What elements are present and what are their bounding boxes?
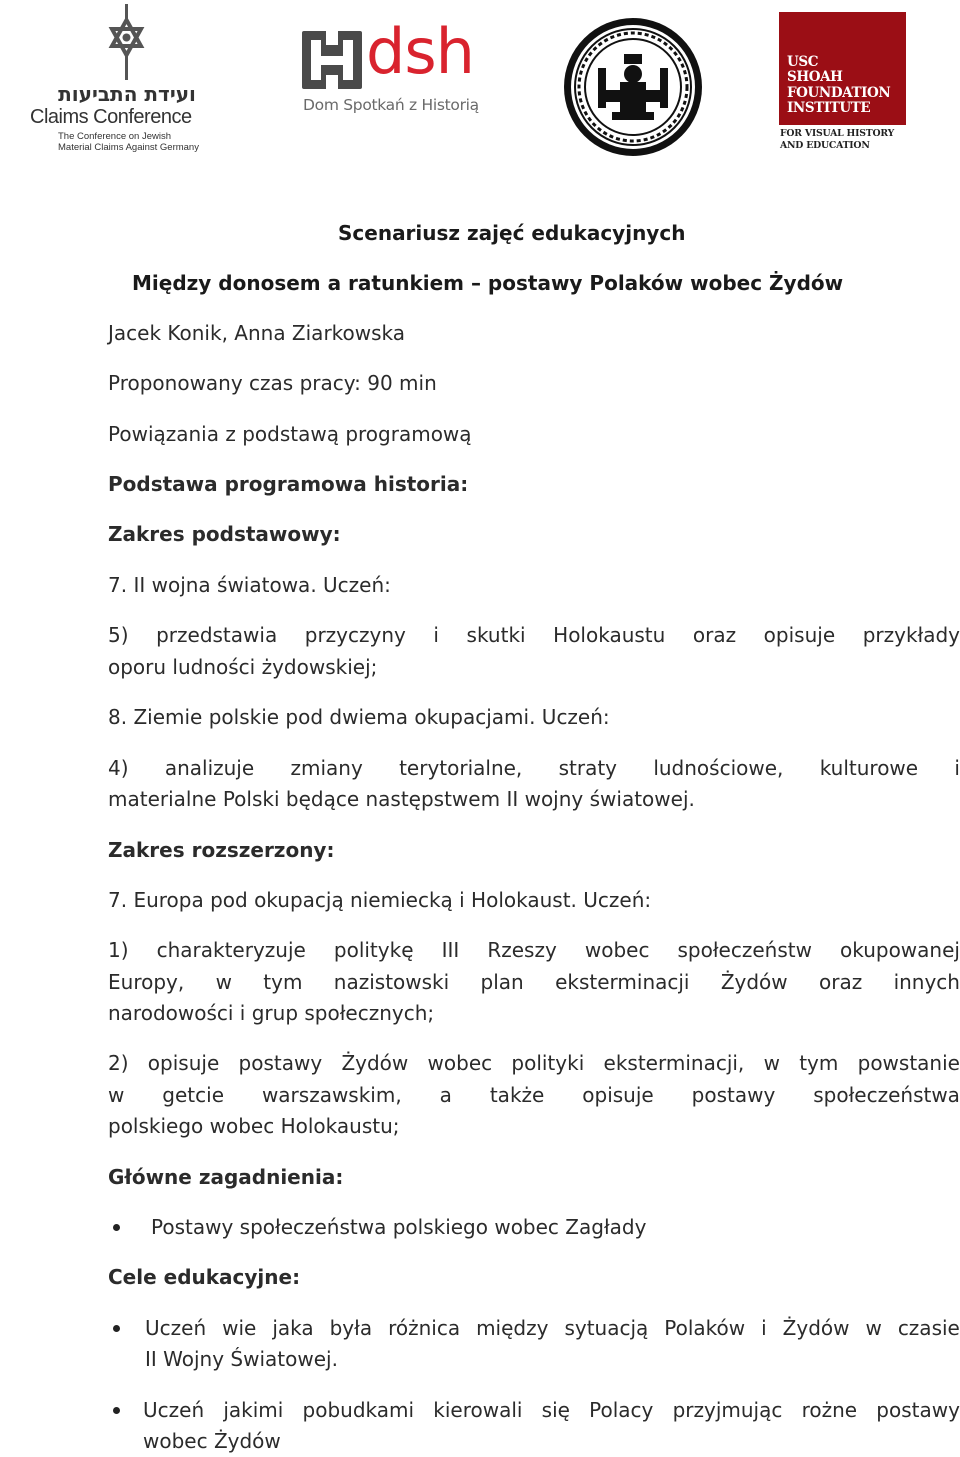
word: społeczeństw (677, 938, 812, 962)
usc-line: SHOAH (787, 69, 843, 85)
word: przykłady (862, 623, 960, 647)
word: sytuacją (564, 1316, 649, 1340)
word: różnica (388, 1316, 461, 1340)
word: pobudkami (302, 1398, 415, 1422)
word: rożne (801, 1398, 858, 1422)
word: Polacy (589, 1398, 654, 1422)
word: Uczeń (143, 1398, 205, 1422)
word: wie (222, 1316, 257, 1340)
ext-item-7: 7. Europa pod okupacją niemiecką i Holokaust. Uczeń: (108, 888, 652, 912)
word: Żydów (341, 1051, 409, 1075)
word: postawy (238, 1051, 323, 1075)
word: terytorialne, (399, 756, 523, 780)
usc-line: USC (787, 54, 819, 70)
main-issue-item: Postawy społeczeństwa polskiego wobec Zagłady (151, 1215, 647, 1239)
authors: Jacek Konik, Anna Ziarkowska (108, 321, 406, 345)
word: ludnościowe, (653, 756, 784, 780)
word: między (476, 1316, 549, 1340)
word: w (215, 970, 232, 994)
bullet-icon (113, 1325, 123, 1335)
word: tym (263, 970, 303, 994)
word: Żydów (782, 1316, 850, 1340)
ext-item-7-1-line1 (108, 935, 960, 966)
word: opisuje (763, 623, 836, 647)
usc-tagline (780, 128, 894, 151)
ext-item-7-1-line3: narodowości i grup społecznych; (108, 1001, 435, 1025)
word: w (108, 1083, 125, 1107)
word: wobec (427, 1051, 493, 1075)
basic-item-7-5-line2: oporu ludności żydowskiej; (108, 655, 378, 679)
ext-item-7-2-line1 (108, 1048, 960, 1079)
dsh-logo (300, 15, 500, 128)
word: przedstawia (156, 623, 278, 647)
star-of-david-icon (28, 2, 228, 84)
usc-line: FOUNDATION (787, 85, 891, 101)
word: i (954, 756, 960, 780)
goal-1-line1 (145, 1313, 960, 1344)
usc-shoah-foundation-logo (779, 12, 909, 157)
basic-item-7-5-line1 (108, 620, 960, 651)
word: Polaków (664, 1316, 746, 1340)
document-title: Scenariusz zajęć edukacyjnych (338, 221, 686, 245)
goal-1-line2: II Wojny Światowej. (145, 1347, 338, 1371)
word: Rzeszy (487, 938, 557, 962)
university-seal-icon (562, 16, 704, 158)
ext-item-7-1-line2 (108, 967, 960, 998)
word: charakteryzuje (156, 938, 306, 962)
word: Holokaustu (553, 623, 666, 647)
claims-conference-subtitle-line: The Conference on Jewish (58, 131, 172, 142)
word: politykę (333, 938, 414, 962)
word: jaka (272, 1316, 314, 1340)
word: III (441, 938, 460, 962)
word: polityki (511, 1051, 585, 1075)
claims-conference-subtitle (58, 131, 228, 153)
curriculum-link-text: Powiązania z podstawą programową (108, 422, 472, 446)
word: w (763, 1051, 780, 1075)
word: wobec (584, 938, 650, 962)
word: getcie (162, 1083, 224, 1107)
usc-shoah-box (779, 12, 906, 125)
word: przyjmując (672, 1398, 783, 1422)
word: opisuje (147, 1051, 220, 1075)
word: nazistowski (333, 970, 450, 994)
word: 4) (108, 756, 129, 780)
word: postawy (691, 1083, 776, 1107)
word: Żydów (720, 970, 788, 994)
main-issues-heading: Główne zagadnienia: (108, 1165, 344, 1189)
claims-conference-subtitle-line: Material Claims Against Germany (58, 142, 199, 153)
word: Europy, (108, 970, 185, 994)
word: czasie (897, 1316, 960, 1340)
word: warszawskim, (261, 1083, 402, 1107)
ext-item-7-2-line3: polskiego wobec Holokaustu; (108, 1114, 400, 1138)
basic-item-8: 8. Ziemie polskie pod dwiema okupacjami. Uczeń: (108, 705, 610, 729)
goal-2-line2: wobec Żydów (143, 1429, 281, 1453)
dsh-caption: Dom Spotkań z Historią (303, 96, 479, 114)
proposed-time: Proponowany czas pracy: 90 min (108, 371, 437, 395)
word: powstanie (857, 1051, 960, 1075)
logo-header (0, 0, 960, 170)
ext-item-7-2-line2 (108, 1080, 960, 1111)
word: i (761, 1316, 767, 1340)
word: się (541, 1398, 570, 1422)
extended-scope-heading: Zakres rozszerzony: (108, 838, 335, 862)
word: przyczyny (304, 623, 406, 647)
word: oraz (692, 623, 737, 647)
goals-heading: Cele edukacyjne: (108, 1265, 301, 1289)
basic-item-8-4-line2: materialne Polski będące następstwem II wojny światowej. (108, 787, 695, 811)
word: a (439, 1083, 452, 1107)
word: i (433, 623, 439, 647)
word: okupowanej (840, 938, 960, 962)
document-subtitle: Między donosem a ratunkiem – postawy Polaków wobec Żydów (132, 271, 844, 295)
word: zmiany (290, 756, 363, 780)
word: oraz (819, 970, 863, 994)
basic-item-7: 7. II wojna światowa. Uczeń: (108, 573, 391, 597)
curriculum-heading: Podstawa programowa historia: (108, 472, 469, 496)
claims-conference-logo (28, 2, 228, 158)
word: kulturowe (819, 756, 919, 780)
word: plan (480, 970, 524, 994)
word: Uczeń (145, 1316, 207, 1340)
word: kierowali (433, 1398, 523, 1422)
word: w (865, 1316, 882, 1340)
word: eksterminacji (555, 970, 690, 994)
word: eksterminacji, (603, 1051, 745, 1075)
word: straty (558, 756, 618, 780)
word: skutki (466, 623, 526, 647)
word: była (329, 1316, 373, 1340)
usc-tag-line: FOR VISUAL HISTORY (780, 128, 895, 139)
word: analizuje (164, 756, 255, 780)
word: tym (799, 1051, 839, 1075)
word: społeczeństwa (813, 1083, 960, 1107)
basic-item-8-4-line1 (108, 753, 960, 784)
word: innych (893, 970, 960, 994)
usc-line: INSTITUTE (787, 100, 871, 116)
bullet-icon (113, 1224, 123, 1234)
goal-2-line1 (143, 1395, 960, 1426)
word: postawy (876, 1398, 960, 1422)
claims-conference-name: Claims Conference (30, 106, 192, 128)
claims-conference-hebrew: ועידת התביעות (58, 82, 196, 106)
dsh-wordmark: dsh (366, 15, 474, 88)
word: opisuje (582, 1083, 654, 1107)
word: 1) (108, 938, 129, 962)
word: 2) (108, 1051, 129, 1075)
word: 5) (108, 623, 129, 647)
bullet-icon (113, 1407, 123, 1417)
basic-scope-heading: Zakres podstawowy: (108, 522, 341, 546)
usc-tag-line: AND EDUCATION (780, 139, 870, 151)
dsh-emblem-icon (302, 31, 364, 91)
word: jakimi (223, 1398, 284, 1422)
word: także (489, 1083, 545, 1107)
